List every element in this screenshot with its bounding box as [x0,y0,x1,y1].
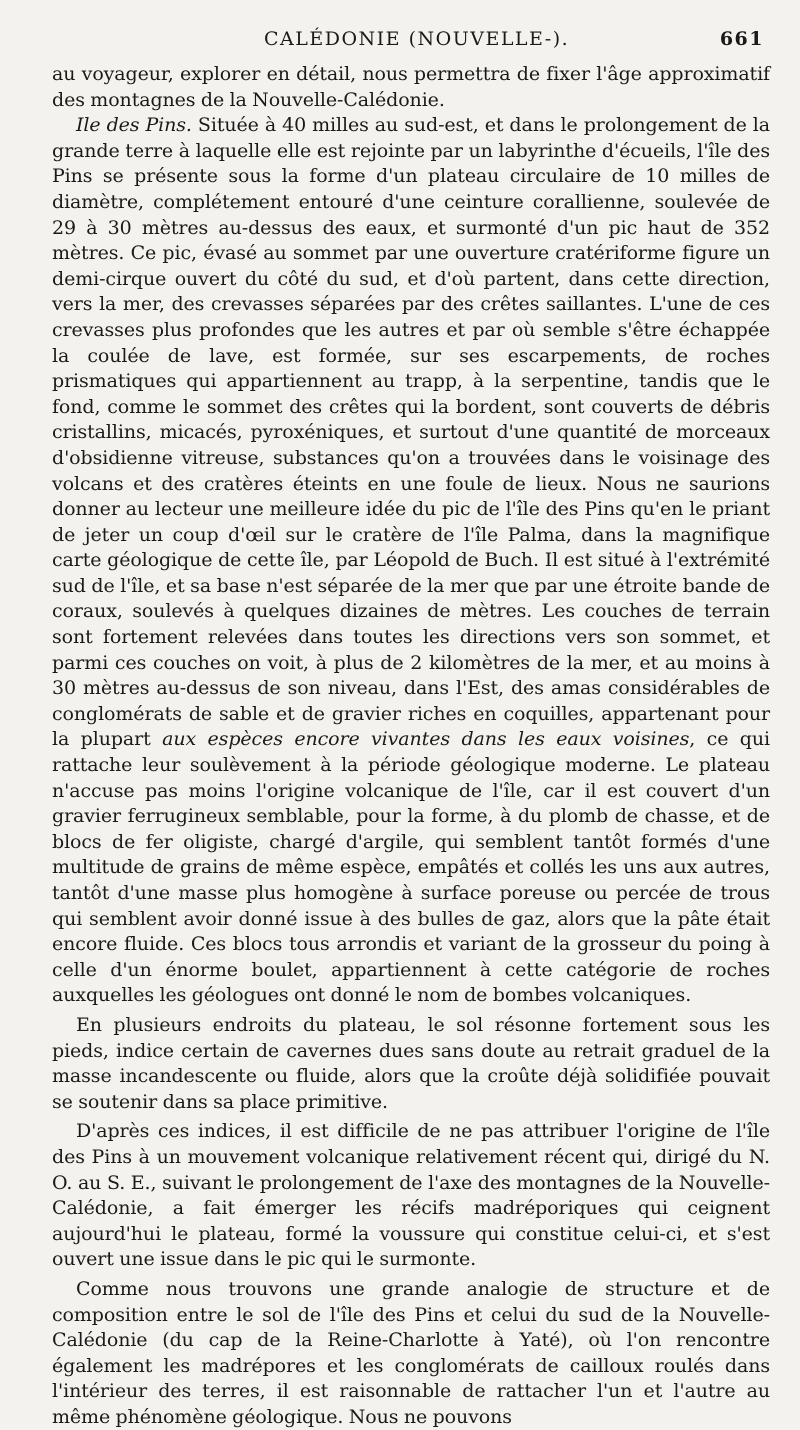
paragraph-text: Située à 40 milles au sud-est, et dans le prolongement de la grande terre à laquelle elle est rejointe par un labyrinthe d'écueils, l'île des Pins se présente sous la forme d'un plateau circulaire de 10 milles de diamètre, complétement entouré d'une ceinture corallienne, soulevée de 29 à 30 mètres au-dessus des eaux, et surmonté d'un pic haut de 352 mètres. Ce pic, évasé au sommet par une ouverture cratériforme figure un demi-cirque ouvert du côté du sud, et d'où partent, dans cette direction, vers la mer, des crevasses séparées par des crêtes saillantes. L'une de ces crevasses plus profondes que les autres et par où semble s'être échappée la coulée de lave, est formée, sur ses escarpements, de roches prismatiques qui appartiennent au trapp, à la serpentine, tandis que le fond, comme le sommet des crêtes qui la bordent, sont couverts de débris cristallins, micacés, pyroxéniques, et surtout d'une quantité de morceaux d'obsidienne vitreuse, substances qu'on a trouvées dans le voisinage des volcans et des cratères éteints en une foule de lieux. Nous ne saurions donner au lecteur une meilleure idée du pic de l'île des Pins qu'en le priant de jeter un coup d'œil sur le cratère de l'île Palma, dans la magnifique carte géologique de cette île, par Léopold de Buch. Il est situé à l'extrémité sud de l'île, et sa base n'est séparée de la mer que par une étroite bande de coraux, soulevés à quelques dizaines de mètres. Les couches de terrain sont fortement relevées dans toutes les directions vers son sommet, et parmi ces couches on voit, à plus de 2 kilomètres de la mer, et au moins à 30 mètres au-dessus de son niveau, dans l'Est, des amas considérables de conglomérats de sable et de gravier riches en coquilles, appartenant pour la plupart [52,114,771,751]
paragraph-text: En plusieurs endroits du plateau, le sol résonne fortement sous les pieds, indice certain de cavernes dues sans doute au retrait graduel de la masse incandescente ou fluide, alors que la croûte déjà solidifiée pouvait se soutenir dans sa place primitive. [52,1013,770,1113]
paragraph-continuation [52,62,770,113]
section-heading-ile-des-pins: Ile des Pins. [76,114,192,137]
paragraph-plateau [52,1013,770,1115]
paragraph-origin [52,1119,770,1273]
paragraph-analogy [52,1277,770,1430]
running-head [52,28,770,62]
body-text [52,62,770,1430]
running-title: CALÉDONIE (NOUVELLE-). [264,28,570,50]
paragraph-ile-des-pins [52,113,770,1009]
paragraph-text: au voyageur, explorer en détail, nous permettra de fixer l'âge approximatif des montagnes de la Nouvelle-Calédonie. [52,63,770,111]
paragraph-text: Comme nous trouvons une grande analogie de structure et de composition entre le sol de l'île des Pins et celui du sud de la Nouvelle-Calédonie (du cap de la Reine-Charlotte à Yaté), où l'on rencontre également les madrépores et les conglomérats de cailloux roulés dans l'intérieur des terres, il est raisonnable de rattacher l'un et l'autre au même phénomène géologique. Nous ne pouvons [52,1277,770,1428]
paragraph-text: , ce qui rattache leur soulèvement à la période géologique moderne. Le plateau n'accuse pas moins l'origine volcanique de l'île, car il est couvert d'un gravier ferrugineux semblable, pour la forme, à du plomb de chasse, et de blocs de fer oligiste, chargé d'argile, qui semblent tantôt formés d'une multitude de grains de même espèce, empâtés et collés les uns aux autres, tantôt d'une masse plus homogène à surface poreuse ou percée de trous qui semblent avoir donné issue à des bulles de gaz, alors que la pâte était encore fluide. Ces blocs tous arrondis et variant de la grosseur du poing à celle d'un énorme boulet, appartiennent à cette catégorie de roches auxquelles les géologues ont donné le nom de bombes volcaniques. [52,728,770,1007]
italic-phrase: aux espèces encore vivantes dans les eaux voisines [162,728,690,751]
paragraph-text: D'après ces indices, il est difficile de ne pas attribuer l'origine de l'île des Pins à un mouvement volcanique relativement récent qui, dirigé du N. O. au S. E., suivant le prolongement de l'axe des montagnes de la Nouvelle-Calédonie, a fait émerger les récifs madréporiques qui ceignent aujourd'hui le plateau, formé la voussure qui constitue celui-ci, et s'est ouvert une issue dans le pic qui le surmonte. [52,1120,770,1271]
page-number: 661 [719,28,764,50]
